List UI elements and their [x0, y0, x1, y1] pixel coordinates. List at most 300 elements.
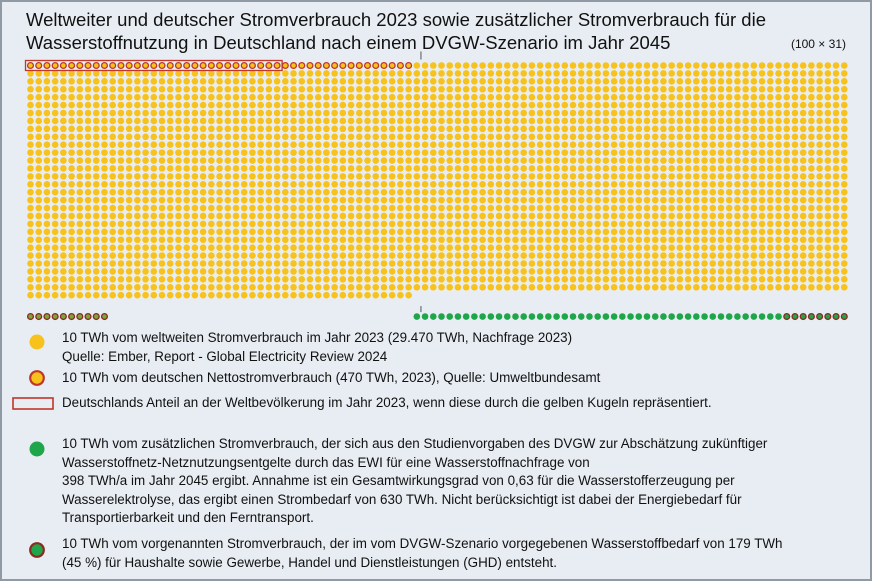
world-consumption-dot	[545, 133, 552, 140]
world-consumption-dot	[751, 197, 758, 204]
world-consumption-dot	[767, 213, 774, 220]
world-consumption-dot	[224, 133, 231, 140]
world-consumption-dot	[635, 197, 642, 204]
world-consumption-dot	[767, 94, 774, 101]
germany-consumption-dot	[200, 63, 206, 69]
world-consumption-dot	[833, 78, 840, 85]
legend-population-box-icon	[12, 396, 54, 412]
world-consumption-dot	[159, 149, 166, 156]
world-consumption-dot	[652, 213, 659, 220]
world-consumption-dot	[677, 252, 684, 259]
world-consumption-dot	[331, 181, 338, 188]
world-consumption-dot	[726, 157, 733, 164]
world-consumption-dot	[529, 236, 536, 243]
world-consumption-dot	[775, 149, 782, 156]
world-consumption-dot	[808, 276, 815, 283]
world-consumption-dot	[603, 173, 610, 180]
world-consumption-dot	[101, 86, 108, 93]
world-consumption-dot	[668, 276, 675, 283]
world-consumption-dot	[414, 236, 421, 243]
world-consumption-dot	[356, 197, 363, 204]
world-consumption-dot	[159, 118, 166, 125]
world-consumption-dot	[405, 141, 412, 148]
hydrogen-consumption-dot	[734, 313, 741, 320]
world-consumption-dot	[496, 102, 503, 109]
world-consumption-dot	[808, 236, 815, 243]
world-consumption-dot	[298, 141, 305, 148]
world-consumption-dot	[668, 70, 675, 77]
world-consumption-dot	[364, 268, 371, 275]
world-consumption-dot	[340, 102, 347, 109]
world-consumption-dot	[356, 86, 363, 93]
world-consumption-dot	[751, 86, 758, 93]
world-consumption-dot	[422, 110, 429, 117]
world-consumption-dot	[438, 268, 445, 275]
world-consumption-dot	[224, 260, 231, 267]
world-consumption-dot	[118, 173, 125, 180]
world-consumption-dot	[512, 221, 519, 228]
world-consumption-dot	[718, 126, 725, 133]
world-consumption-dot	[570, 181, 577, 188]
world-consumption-dot	[315, 284, 322, 291]
world-consumption-dot	[298, 197, 305, 204]
hydrogen-consumption-dot	[430, 313, 437, 320]
world-consumption-dot	[77, 102, 84, 109]
world-consumption-dot	[331, 86, 338, 93]
world-consumption-dot	[611, 102, 618, 109]
world-consumption-dot	[759, 197, 766, 204]
world-consumption-dot	[348, 86, 355, 93]
world-consumption-dot	[142, 165, 149, 172]
world-consumption-dot	[208, 133, 215, 140]
world-consumption-dot	[414, 149, 421, 156]
world-consumption-dot	[381, 157, 388, 164]
world-consumption-dot	[397, 268, 404, 275]
world-consumption-dot	[488, 236, 495, 243]
world-consumption-dot	[529, 197, 536, 204]
world-consumption-dot	[792, 260, 799, 267]
world-consumption-dot	[430, 149, 437, 156]
world-consumption-dot	[290, 78, 297, 85]
world-consumption-dot	[479, 181, 486, 188]
world-consumption-dot	[734, 78, 741, 85]
world-consumption-dot	[77, 252, 84, 259]
world-consumption-dot	[619, 181, 626, 188]
world-consumption-dot	[282, 94, 289, 101]
world-consumption-dot	[767, 141, 774, 148]
world-consumption-dot	[331, 276, 338, 283]
world-consumption-dot	[249, 252, 256, 259]
world-consumption-dot	[315, 149, 322, 156]
world-consumption-dot	[446, 205, 453, 212]
world-consumption-dot	[438, 189, 445, 196]
world-consumption-dot	[323, 197, 330, 204]
world-consumption-dot	[208, 102, 215, 109]
world-consumption-dot	[775, 62, 782, 69]
world-consumption-dot	[504, 133, 511, 140]
world-consumption-dot	[233, 205, 240, 212]
world-consumption-dot	[529, 141, 536, 148]
world-consumption-dot	[414, 110, 421, 117]
world-consumption-dot	[257, 260, 264, 267]
world-consumption-dot	[504, 205, 511, 212]
world-consumption-dot	[537, 252, 544, 259]
germany-consumption-dot	[143, 63, 149, 69]
world-consumption-dot	[586, 78, 593, 85]
world-consumption-dot	[85, 165, 92, 172]
world-consumption-dot	[208, 213, 215, 220]
world-consumption-dot	[35, 181, 42, 188]
world-consumption-dot	[93, 149, 100, 156]
world-consumption-dot	[348, 102, 355, 109]
world-consumption-dot	[685, 197, 692, 204]
world-consumption-dot	[27, 221, 34, 228]
world-consumption-dot	[767, 181, 774, 188]
world-consumption-dot	[504, 78, 511, 85]
world-consumption-dot	[767, 229, 774, 236]
world-consumption-dot	[331, 260, 338, 267]
world-consumption-dot	[85, 236, 92, 243]
world-consumption-dot	[282, 149, 289, 156]
world-consumption-dot	[233, 173, 240, 180]
world-consumption-dot	[693, 149, 700, 156]
world-consumption-dot	[430, 252, 437, 259]
world-consumption-dot	[520, 94, 527, 101]
world-consumption-dot	[685, 62, 692, 69]
world-consumption-dot	[553, 221, 560, 228]
world-consumption-dot	[118, 244, 125, 251]
world-consumption-dot	[151, 244, 158, 251]
world-consumption-dot	[274, 149, 281, 156]
world-consumption-dot	[118, 268, 125, 275]
world-consumption-dot	[52, 221, 59, 228]
world-consumption-dot	[298, 276, 305, 283]
world-consumption-dot	[200, 236, 207, 243]
world-consumption-dot	[759, 141, 766, 148]
world-consumption-dot	[257, 86, 264, 93]
world-consumption-dot	[134, 213, 141, 220]
world-consumption-dot	[430, 133, 437, 140]
world-consumption-dot	[734, 94, 741, 101]
world-consumption-dot	[586, 133, 593, 140]
world-consumption-dot	[208, 94, 215, 101]
world-consumption-dot	[816, 126, 823, 133]
world-consumption-dot	[60, 110, 67, 117]
world-consumption-dot	[718, 260, 725, 267]
world-consumption-dot	[529, 70, 536, 77]
world-consumption-dot	[751, 236, 758, 243]
world-consumption-dot	[652, 268, 659, 275]
world-consumption-dot	[44, 102, 51, 109]
world-consumption-dot	[825, 165, 832, 172]
world-consumption-dot	[471, 126, 478, 133]
hydrogen-consumption-dot	[562, 313, 569, 320]
world-consumption-dot	[660, 133, 667, 140]
world-consumption-dot	[142, 126, 149, 133]
world-consumption-dot	[282, 70, 289, 77]
world-consumption-dot	[282, 292, 289, 299]
world-consumption-dot	[734, 62, 741, 69]
world-consumption-dot	[660, 86, 667, 93]
world-consumption-dot	[619, 141, 626, 148]
world-consumption-dot	[44, 173, 51, 180]
world-consumption-dot	[167, 276, 174, 283]
world-consumption-dot	[545, 62, 552, 69]
world-consumption-dot	[109, 276, 116, 283]
world-consumption-dot	[529, 260, 536, 267]
world-consumption-dot	[397, 133, 404, 140]
world-consumption-dot	[701, 78, 708, 85]
world-consumption-dot	[101, 213, 108, 220]
world-consumption-dot	[331, 118, 338, 125]
world-consumption-dot	[635, 268, 642, 275]
world-consumption-dot	[200, 149, 207, 156]
world-consumption-dot	[282, 197, 289, 204]
world-consumption-dot	[126, 292, 133, 299]
world-consumption-dot	[611, 205, 618, 212]
world-consumption-dot	[101, 268, 108, 275]
world-consumption-dot	[488, 268, 495, 275]
world-consumption-dot	[134, 252, 141, 259]
world-consumption-dot	[208, 221, 215, 228]
world-consumption-dot	[93, 126, 100, 133]
world-consumption-dot	[109, 133, 116, 140]
world-consumption-dot	[381, 189, 388, 196]
world-consumption-dot	[783, 165, 790, 172]
world-consumption-dot	[611, 189, 618, 196]
world-consumption-dot	[619, 86, 626, 93]
world-consumption-dot	[800, 157, 807, 164]
world-consumption-dot	[759, 102, 766, 109]
world-consumption-dot	[60, 173, 67, 180]
world-consumption-dot	[562, 197, 569, 204]
world-consumption-dot	[389, 86, 396, 93]
world-consumption-dot	[783, 244, 790, 251]
world-consumption-dot	[668, 236, 675, 243]
world-consumption-dot	[389, 292, 396, 299]
world-consumption-dot	[364, 276, 371, 283]
world-consumption-dot	[488, 244, 495, 251]
world-consumption-dot	[323, 110, 330, 117]
world-consumption-dot	[422, 276, 429, 283]
world-consumption-dot	[208, 284, 215, 291]
world-consumption-dot	[833, 213, 840, 220]
world-consumption-dot	[668, 268, 675, 275]
world-consumption-dot	[496, 149, 503, 156]
world-consumption-dot	[414, 284, 421, 291]
world-consumption-dot	[709, 102, 716, 109]
world-consumption-dot	[833, 94, 840, 101]
world-consumption-dot	[677, 126, 684, 133]
world-consumption-dot	[808, 229, 815, 236]
world-consumption-dot	[471, 229, 478, 236]
world-consumption-dot	[159, 276, 166, 283]
world-consumption-dot	[151, 260, 158, 267]
world-consumption-dot	[841, 86, 848, 93]
world-consumption-dot	[520, 260, 527, 267]
world-consumption-dot	[841, 165, 848, 172]
world-consumption-dot	[512, 78, 519, 85]
world-consumption-dot	[241, 252, 248, 259]
world-consumption-dot	[290, 118, 297, 125]
world-consumption-dot	[414, 165, 421, 172]
world-consumption-dot	[77, 244, 84, 251]
world-consumption-dot	[446, 229, 453, 236]
world-consumption-dot	[208, 78, 215, 85]
world-consumption-dot	[709, 189, 716, 196]
world-consumption-dot	[512, 268, 519, 275]
world-consumption-dot	[455, 284, 462, 291]
world-consumption-dot	[603, 133, 610, 140]
world-consumption-dot	[652, 197, 659, 204]
hydrogen-consumption-dot	[455, 313, 462, 320]
world-consumption-dot	[594, 244, 601, 251]
world-consumption-dot	[734, 157, 741, 164]
world-consumption-dot	[356, 141, 363, 148]
world-consumption-dot	[216, 133, 223, 140]
world-consumption-dot	[183, 173, 190, 180]
world-consumption-dot	[635, 133, 642, 140]
world-consumption-dot	[668, 205, 675, 212]
world-consumption-dot	[635, 205, 642, 212]
world-consumption-dot	[496, 110, 503, 117]
world-consumption-dot	[685, 133, 692, 140]
households-hydrogen-dot	[817, 314, 823, 320]
world-consumption-dot	[233, 189, 240, 196]
world-consumption-dot	[520, 189, 527, 196]
world-consumption-dot	[808, 189, 815, 196]
world-consumption-dot	[709, 181, 716, 188]
world-consumption-dot	[422, 94, 429, 101]
world-consumption-dot	[151, 229, 158, 236]
world-consumption-dot	[488, 181, 495, 188]
world-consumption-dot	[660, 149, 667, 156]
world-consumption-dot	[340, 126, 347, 133]
world-consumption-dot	[504, 94, 511, 101]
world-consumption-dot	[471, 110, 478, 117]
world-consumption-dot	[52, 157, 59, 164]
world-consumption-dot	[512, 205, 519, 212]
world-consumption-dot	[479, 86, 486, 93]
world-consumption-dot	[159, 252, 166, 259]
world-consumption-dot	[512, 126, 519, 133]
world-consumption-dot	[570, 252, 577, 259]
world-consumption-dot	[488, 213, 495, 220]
world-consumption-dot	[68, 141, 75, 148]
world-consumption-dot	[307, 197, 314, 204]
world-consumption-dot	[151, 173, 158, 180]
world-consumption-dot	[833, 197, 840, 204]
world-consumption-dot	[652, 165, 659, 172]
world-consumption-dot	[52, 268, 59, 275]
world-consumption-dot	[159, 221, 166, 228]
hydrogen-consumption-dot	[693, 313, 700, 320]
world-consumption-dot	[142, 260, 149, 267]
world-consumption-dot	[249, 126, 256, 133]
world-consumption-dot	[323, 268, 330, 275]
world-consumption-dot	[175, 260, 182, 267]
world-consumption-dot	[742, 157, 749, 164]
world-consumption-dot	[504, 165, 511, 172]
world-consumption-dot	[422, 244, 429, 251]
world-consumption-dot	[167, 102, 174, 109]
world-consumption-dot	[619, 268, 626, 275]
world-consumption-dot	[266, 126, 273, 133]
world-consumption-dot	[282, 276, 289, 283]
world-consumption-dot	[216, 86, 223, 93]
germany-consumption-dot	[77, 63, 83, 69]
world-consumption-dot	[570, 244, 577, 251]
world-consumption-dot	[438, 165, 445, 172]
world-consumption-dot	[307, 78, 314, 85]
world-consumption-dot	[783, 197, 790, 204]
world-consumption-dot	[496, 284, 503, 291]
world-consumption-dot	[841, 229, 848, 236]
world-consumption-dot	[619, 244, 626, 251]
world-consumption-dot	[430, 260, 437, 267]
world-consumption-dot	[27, 94, 34, 101]
world-consumption-dot	[241, 126, 248, 133]
world-consumption-dot	[668, 94, 675, 101]
world-consumption-dot	[414, 244, 421, 251]
world-consumption-dot	[455, 133, 462, 140]
world-consumption-dot	[471, 236, 478, 243]
world-consumption-dot	[323, 205, 330, 212]
world-consumption-dot	[192, 149, 199, 156]
world-consumption-dot	[685, 157, 692, 164]
world-consumption-dot	[833, 165, 840, 172]
hydrogen-consumption-dot	[627, 313, 634, 320]
world-consumption-dot	[693, 141, 700, 148]
world-consumption-dot	[414, 157, 421, 164]
households-hydrogen-dot	[809, 314, 815, 320]
world-consumption-dot	[93, 236, 100, 243]
world-consumption-dot	[512, 236, 519, 243]
germany-reference-dot	[44, 314, 50, 320]
world-consumption-dot	[586, 252, 593, 259]
world-consumption-dot	[562, 102, 569, 109]
world-consumption-dot	[298, 126, 305, 133]
world-consumption-dot	[537, 221, 544, 228]
world-consumption-dot	[134, 102, 141, 109]
world-consumption-dot	[562, 236, 569, 243]
world-consumption-dot	[562, 213, 569, 220]
hydrogen-consumption-dot	[594, 313, 601, 320]
world-consumption-dot	[52, 78, 59, 85]
world-consumption-dot	[570, 62, 577, 69]
world-consumption-dot	[619, 276, 626, 283]
world-consumption-dot	[389, 197, 396, 204]
world-consumption-dot	[266, 213, 273, 220]
world-consumption-dot	[800, 102, 807, 109]
world-consumption-dot	[701, 244, 708, 251]
world-consumption-dot	[800, 276, 807, 283]
world-consumption-dot	[372, 252, 379, 259]
world-consumption-dot	[372, 181, 379, 188]
world-consumption-dot	[718, 141, 725, 148]
world-consumption-dot	[266, 181, 273, 188]
world-consumption-dot	[718, 221, 725, 228]
world-consumption-dot	[488, 197, 495, 204]
world-consumption-dot	[167, 118, 174, 125]
world-consumption-dot	[570, 197, 577, 204]
world-consumption-dot	[562, 149, 569, 156]
world-consumption-dot	[792, 86, 799, 93]
world-consumption-dot	[208, 205, 215, 212]
world-consumption-dot	[455, 173, 462, 180]
world-consumption-dot	[331, 78, 338, 85]
world-consumption-dot	[529, 157, 536, 164]
